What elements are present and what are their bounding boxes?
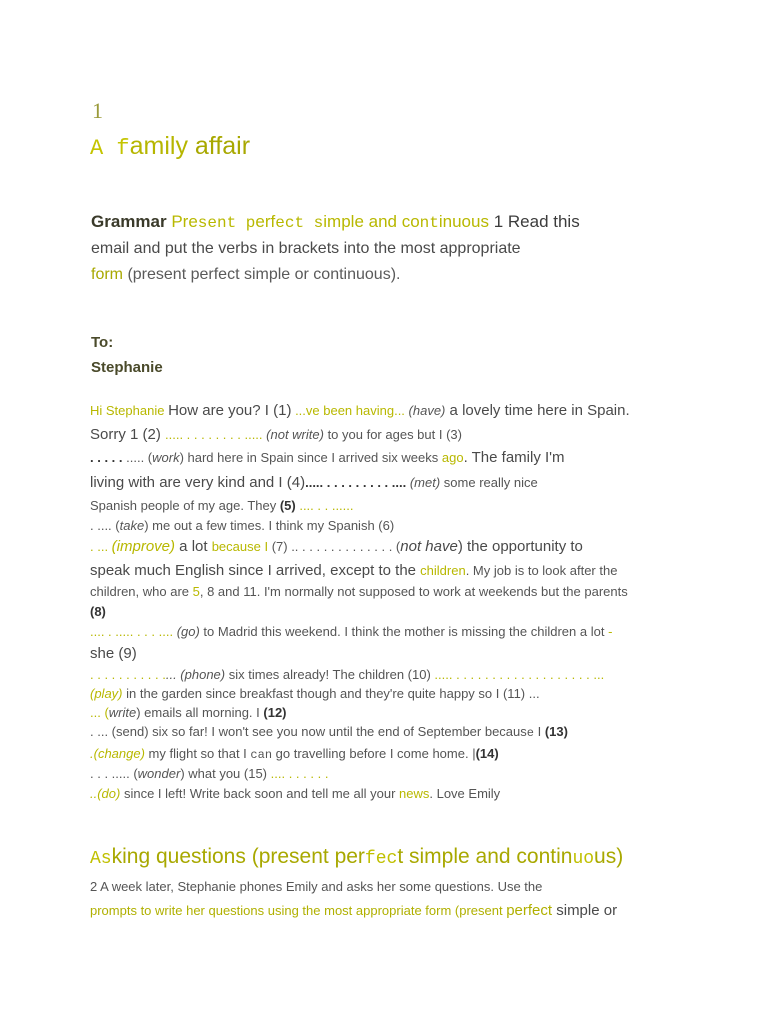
- email-line: [90, 667, 690, 682]
- grammar-topic: nt: [419, 214, 439, 232]
- email-line: [90, 604, 690, 619]
- email-line: [90, 584, 690, 599]
- email-text: because I: [211, 539, 269, 554]
- grammar-topic: mple and co: [327, 212, 420, 231]
- email-line: [90, 766, 690, 781]
- email-text: ago: [441, 450, 464, 465]
- section-heading-part: uo: [572, 849, 595, 869]
- unit-title-part: amily: [129, 132, 188, 160]
- email-line: [90, 518, 690, 533]
- email-line: [90, 645, 690, 662]
- email-text: ..... (: [126, 450, 153, 465]
- email-text: . ... (send) six so far! I won't see you now until the end of September becaus: [90, 724, 527, 739]
- email-text: can: [250, 748, 273, 762]
- instruction-text: email and put the verbs in brackets into the most appropriate: [91, 240, 521, 257]
- grammar-label: Grammar: [91, 212, 172, 231]
- email-text: ) what you (15): [180, 766, 271, 781]
- email-text: (have): [408, 403, 446, 418]
- email-text: .... . ..... . . . ....: [90, 624, 177, 639]
- email-text: ... (: [90, 705, 109, 720]
- email-text: (5): [279, 498, 296, 513]
- email-text: news: [399, 786, 430, 801]
- grammar-topic: ect s: [275, 214, 324, 232]
- instruction-part: perfect: [506, 902, 553, 919]
- instruction-text: [91, 266, 711, 284]
- email-text: write: [108, 705, 137, 720]
- email-line: [90, 538, 690, 555]
- email-text: (13): [544, 724, 568, 739]
- email-text: take: [119, 518, 145, 533]
- email-text: e: [526, 726, 534, 740]
- email-text: ..... . . . . . . . . . ....: [305, 475, 407, 490]
- email-text: Hi Stephanie: [90, 403, 169, 418]
- email-text: not have: [400, 538, 458, 555]
- email-text: some really nice: [440, 475, 538, 490]
- email-text: my flight so that I: [144, 746, 251, 761]
- email-text: .... . . ......: [295, 498, 354, 513]
- email-line: [90, 402, 690, 419]
- instruction-part: prompts to write her questions using the most appropriate form (present: [90, 903, 507, 918]
- email-text: ... (phone): [165, 667, 226, 682]
- email-line: [90, 498, 690, 513]
- email-line: [90, 724, 690, 740]
- grammar-topic: i: [323, 212, 328, 231]
- email-line: [90, 474, 690, 491]
- section-heading: [90, 845, 623, 869]
- email-text: children: [420, 563, 466, 578]
- email-text: (play): [90, 686, 123, 701]
- instruction-part: simple or: [552, 902, 618, 919]
- email-text: since I left! Write back soon and tell me all your: [120, 786, 400, 801]
- exercise-instruction: [90, 902, 710, 919]
- email-text: (8): [90, 604, 106, 619]
- email-text: .... . . . . . .: [270, 766, 329, 781]
- email-text: a lovely time here in Spain.: [445, 402, 630, 419]
- instruction-text: 1 Read this: [488, 212, 580, 231]
- section-heading-part: As: [90, 849, 112, 869]
- section-heading-part: t simple and contin: [397, 845, 573, 868]
- email-text: .(change): [90, 746, 145, 761]
- unit-title: [90, 132, 250, 161]
- email-text: ) me out a few times. I think my Spanish (6): [144, 518, 395, 533]
- section-heading-part: fec: [364, 849, 398, 869]
- email-text: she (9): [90, 645, 137, 662]
- email-text: Spanish people of my age. They: [90, 498, 280, 513]
- email-text: ..(do): [90, 786, 121, 801]
- email-text: (not write): [262, 427, 324, 442]
- email-text: to you for ages but I (3): [323, 427, 462, 442]
- email-text: go travelling before I come home. |: [272, 746, 476, 761]
- email-text: . .... (: [90, 518, 120, 533]
- instruction-part: (present perfect simple or continuous).: [127, 266, 401, 283]
- grammar-topic: sent p: [197, 214, 256, 232]
- email-line: [90, 786, 690, 801]
- email-text: Sorry 1 (2): [90, 426, 166, 443]
- email-line: [90, 705, 690, 720]
- grammar-topic: erf: [255, 212, 276, 231]
- exercise-instruction: 2 A week later, Stephanie phones Emily and asks her some questions. Use the: [90, 879, 543, 894]
- email-line: [90, 746, 690, 762]
- email-line: [90, 562, 690, 579]
- section-heading-part: king questions (present per: [111, 845, 365, 868]
- section-heading-part: us): [594, 845, 624, 868]
- email-text: in the garden since breakfast though and they're quite happy so I (11) ...: [122, 686, 540, 701]
- email-text: a lot: [175, 538, 212, 555]
- unit-number: 1: [92, 98, 103, 123]
- email-text: -: [608, 624, 613, 639]
- email-text: six times already! The children (10): [225, 667, 435, 682]
- email-text: . The family I'm: [463, 449, 565, 466]
- email-text: (12): [263, 705, 287, 720]
- email-text: ) the opportunity to: [457, 538, 583, 555]
- email-text: living with are very kind and I (4): [90, 474, 306, 491]
- email-text: (improve): [111, 538, 176, 555]
- unit-title-part: A f: [90, 136, 130, 161]
- email-text: (met): [406, 475, 441, 490]
- email-text: children, who are: [90, 584, 193, 599]
- email-text: wonder: [137, 766, 181, 781]
- grammar-topic: inuous: [438, 212, 489, 231]
- unit-title-part: affair: [187, 132, 251, 160]
- email-line: [90, 426, 690, 443]
- email-line: [90, 449, 690, 466]
- email-text: . Love Emily: [429, 786, 501, 801]
- email-text: . My job is to look after the: [465, 563, 618, 578]
- email-text: ) hard here in Spain since I arrived six weeks: [179, 450, 442, 465]
- email-text: . . . . . . . . . . .: [90, 667, 166, 682]
- email-to-label: To:: [91, 334, 114, 351]
- email-text: speak much English since I arrived, except to the: [90, 562, 421, 579]
- email-text: ...ve been having...: [291, 403, 409, 418]
- email-text: ..... . . . . . . . . .....: [165, 427, 263, 442]
- email-text: to Madrid this weekend. I think the mother is missing the children a lot: [199, 624, 609, 639]
- email-text: ) emails all morning. I: [136, 705, 264, 720]
- email-text: 5: [192, 584, 200, 599]
- email-text: I: [533, 724, 545, 739]
- email-text: . . . ..... (: [90, 766, 138, 781]
- email-text: ..... . . . . . . . . . . . . . . . . . . . ...: [434, 667, 605, 682]
- email-line: [90, 624, 690, 639]
- grammar-topic: Pre: [171, 212, 198, 231]
- instruction-part: form: [91, 266, 128, 283]
- email-text: . ...: [90, 539, 112, 554]
- email-text: , 8 and 11. I'm normally not supposed to work at weekends but the parents: [199, 584, 628, 599]
- email-text: work: [152, 450, 180, 465]
- email-text: How are you? I (1): [168, 402, 292, 419]
- email-text: . . . . .: [90, 450, 127, 465]
- email-text: (7) .. . . . . . . . . . . . . . (: [268, 539, 401, 554]
- email-recipient: Stephanie: [91, 359, 163, 376]
- grammar-heading: [91, 212, 691, 232]
- email-text: (14): [475, 746, 499, 761]
- email-text: (go): [176, 624, 200, 639]
- email-line: [90, 686, 690, 701]
